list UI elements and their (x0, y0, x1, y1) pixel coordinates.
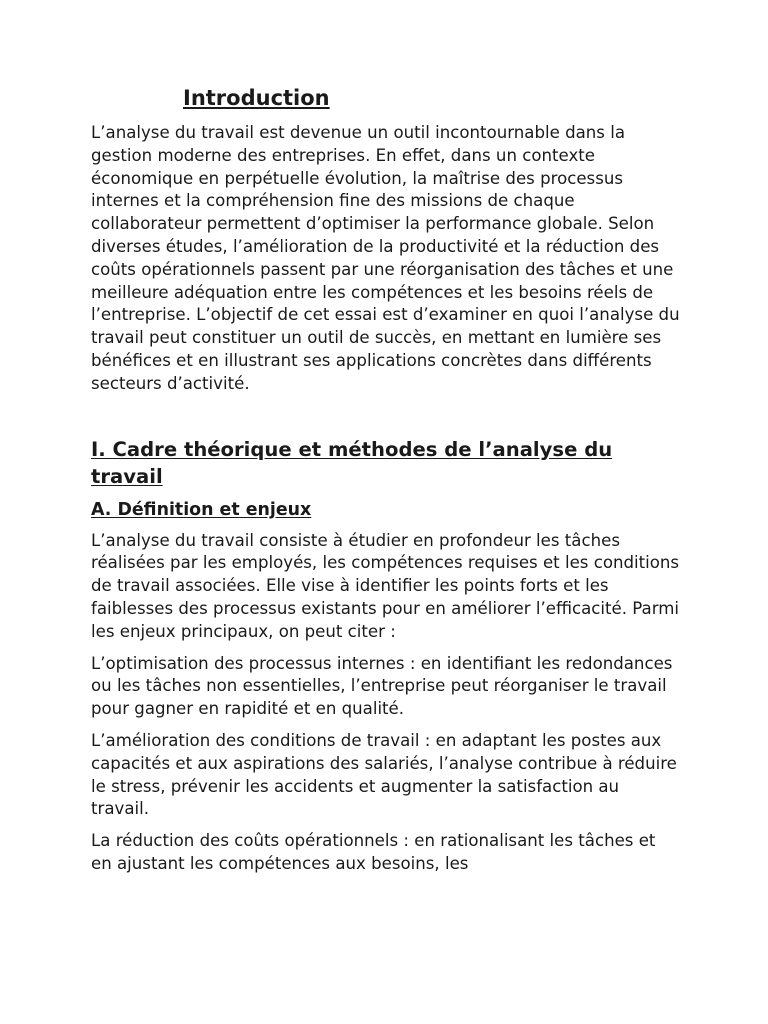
section-heading: I. Cadre théorique et méthodes de l’analyse du travail (91, 437, 613, 488)
body-paragraph: L’amélioration des conditions de travail : en adaptant les postes aux capacités et aux aspirations des salariés, l’analyse contribue à réduire le stress, prévenir les accidents et augmenter la satisfaction au travail. (91, 730, 677, 819)
body-paragraph: La réduction des coûts opérationnels : en rationalisant les tâches et en ajustant les compétences aux besoins, les (91, 831, 656, 873)
intro-paragraph: L’analyse du travail est devenue un outil incontournable dans la gestion moderne des entreprises. En effet, dans un contexte économique en perpétuelle évolution, la maîtrise des processus internes et la compréhension fine des missions de chaque collaborateur permettent d’optimiser la performance globale. Selon diverses études, l’amélioration de la productivité et la réduction des coûts opérationnels passent par une réorganisation des tâches et une meilleure adéquation entre les compétences et les besoins réels de l’entreprise. L’objectif de cet essai est d’examiner en quoi l’analyse du travail peut constituer un outil de succès, en mettant en lumière ses bénéfices et en illustrant ses applications concrètes dans différents secteurs d’activité. (91, 123, 680, 393)
subsection-heading: A. Définition et enjeux (91, 499, 312, 520)
body-paragraph: L’optimisation des processus internes : en identifiant les redondances ou les tâches non essentielles, l’entreprise peut réorganiser le travail pour gagner en rapidité et en qualité. (91, 653, 673, 719)
document-title: Introduction (183, 86, 330, 110)
body-paragraph: L’analyse du travail consiste à étudier en profondeur les tâches réalisées par les employés, les compétences requises et les conditions de travail associées. Elle vise à identifier les points forts et les faiblesses des processus existants pour en améliorer l’efficacité. Parmi les enjeux principaux, on peut citer : (91, 530, 680, 641)
document-body (91, 122, 681, 885)
